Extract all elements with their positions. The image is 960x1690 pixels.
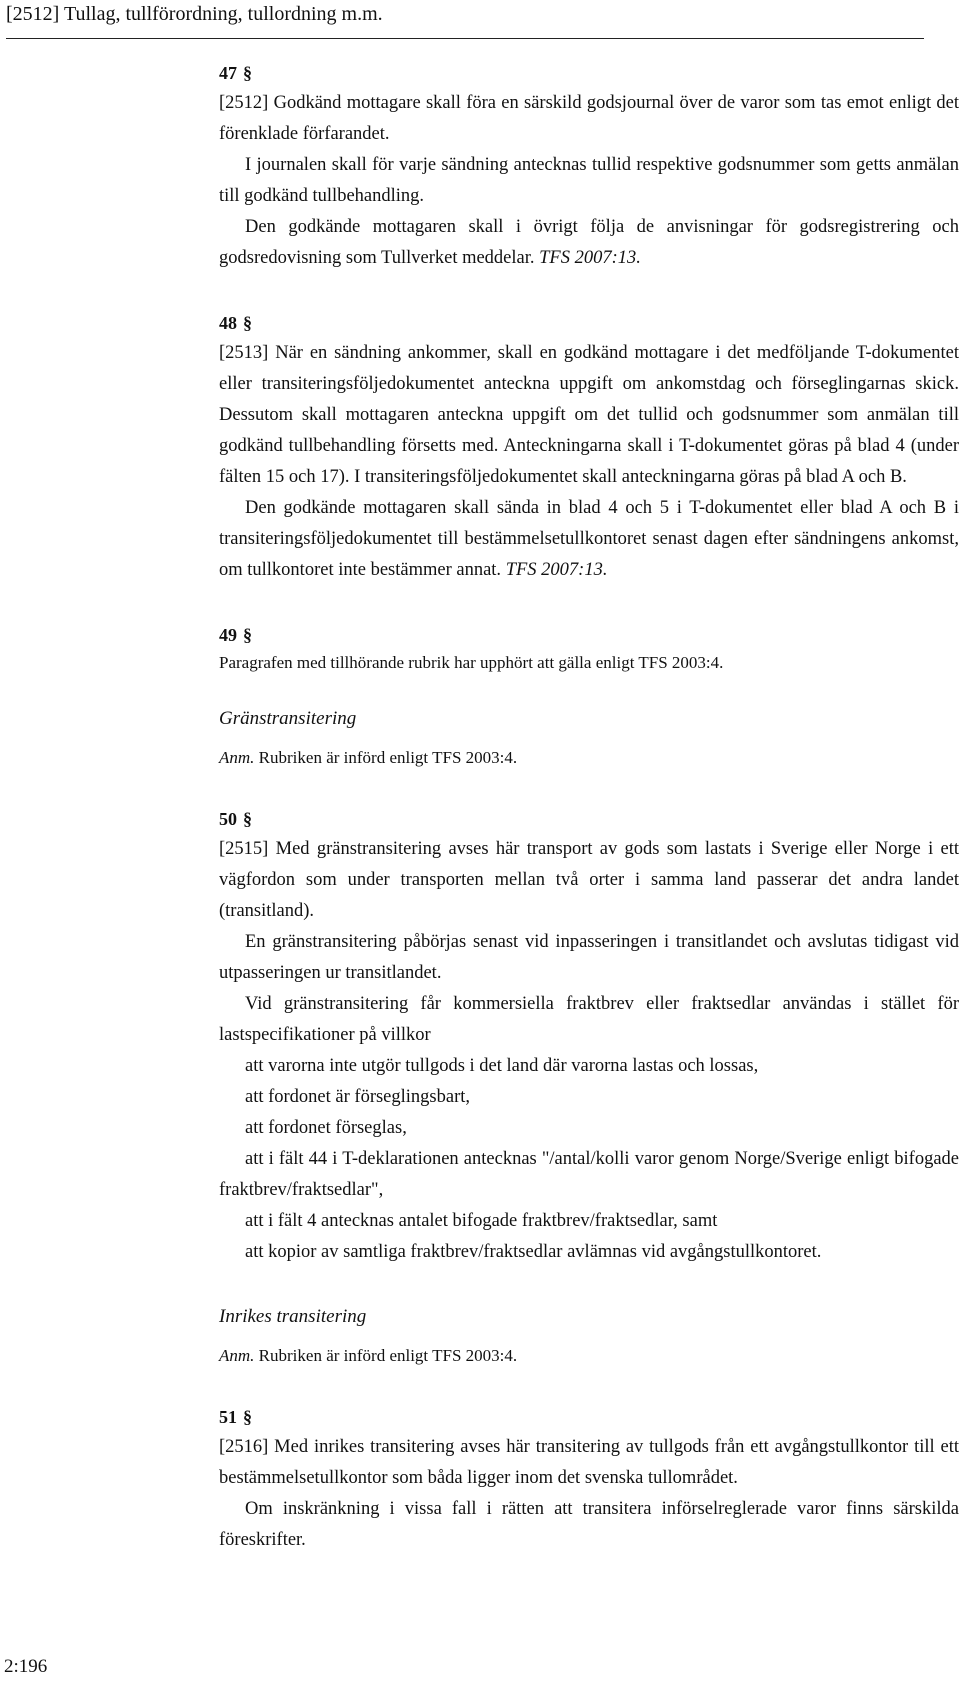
section-48 [219,310,959,586]
section-symbol: § [243,809,252,829]
section-heading [219,1404,959,1430]
paragraph-text: Den godkände mottagaren skall i övrigt följa de anvisningar för godsregistrering och godsredovisning som Tullverket meddelar. [219,217,959,268]
section-heading [219,310,959,336]
section-symbol: § [243,63,252,83]
paragraph: I journalen skall för varje sändning antecknas tullid respektive godsnummer som getts anmälan till godkänd tullbehandling. [219,155,959,206]
anm-text: Rubriken är införd enligt TFS 2003:4. [258,1346,518,1365]
condition-item: att i fält 4 antecknas antalet bifogade fraktbrev/fraktsedlar, samt [245,1211,718,1231]
section-heading [219,60,959,86]
tfs-reference: TFS 2007:13. [539,248,641,268]
paragraph [219,493,959,586]
paragraph: Vid gränstransitering får kommersiella fraktbrev eller fraktsedlar användas i stället för lastspecifikationer på villkor [219,994,959,1045]
section-symbol: § [243,625,252,645]
paragraph: [2515] Med gränstransitering avses här transport av gods som lastats i Sverige eller Norge i ett vägfordon som under transporten mellan två orter i samma land passerar det andra landet (transitland). [219,839,959,921]
paragraph-text: Den godkände mottagaren skall sända in blad 4 och 5 i T-dokumentet eller blad A och B i transiteringsföljedokumentet till bestämmelsetullkontoret senast dagen efter sändningens ankomst, om tullkontoret inte bestämmer annat. [219,498,959,580]
section-number: 51 [219,1407,237,1427]
tfs-reference: TFS 2007:13. [505,560,608,580]
section-number: 47 [219,63,237,83]
rubric-granstransitering [219,706,959,770]
condition-item: att fordonet förseglas, [245,1118,407,1138]
section-49 [219,622,959,676]
paragraph: En gränstransitering påbörjas senast vid inpasseringen i transitlandet och avslutas tidigast vid utpasseringen ur transitlandet. [219,932,959,983]
condition-item: att i fält 44 i T-deklarationen antecknas "/antal/kolli varor genom Norge/Sverige enligt bifogade fraktbrev/fraktsedlar", [219,1149,959,1200]
section-51 [219,1404,959,1556]
annotation [219,1344,959,1368]
paragraph: Paragrafen med tillhörande rubrik har upphört att gälla enligt TFS 2003:4. [219,653,724,672]
condition-item: att kopior av samtliga fraktbrev/fraktsedlar avlämnas vid avgångstullkontoret. [245,1242,822,1262]
paragraph: Om inskränkning i vissa fall i rätten att transitera införselreglerade varor finns särskilda föreskrifter. [219,1499,959,1550]
annotation [219,746,959,770]
section-50 [219,806,959,1268]
section-symbol: § [243,313,252,333]
section-heading [219,622,959,648]
section-47 [219,60,959,274]
section-number: 50 [219,809,237,829]
section-number: 48 [219,313,237,333]
document-body [219,60,959,1556]
paragraph: [2516] Med inrikes transitering avses här transitering av tullgods från ett avgångstullkontor till ett bestämmelsetullkontor som båda ligger inom det svenska tullområdet. [219,1437,959,1488]
section-heading [219,806,959,832]
rubric-inrikes-transitering [219,1304,959,1368]
section-symbol: § [243,1407,252,1427]
running-header: [2512] Tullag, tullförordning, tullordning m.m. [6,2,924,39]
paragraph [219,212,959,274]
condition-item: att varorna inte utgör tullgods i det land där varorna lastas och lossas, [245,1056,759,1076]
paragraph: [2513] När en sändning ankommer, skall en godkänd mottagare i det medföljande T-dokumentet eller transiteringsföljedokumentet anteckna uppgift om ankomstdag och förseglingarnas skick. Dessutom skall mottagaren anteckna uppgift om det tullid och godsnummer som anmälan till godkänd tullbehandling försetts med. Anteckningarna skall i T-dokumentet göras på blad 4 (under fälten 15 och 17). I transiteringsföljedokumentet skall anteckningarna göras på blad A och B. [219,343,959,487]
anm-label: Anm. [219,748,255,767]
condition-item: att fordonet är förseglingsbart, [245,1087,471,1107]
rubric-title: Inrikes transitering [219,1306,367,1327]
paragraph: [2512] Godkänd mottagare skall föra en särskild godsjournal över de varor som tas emot enligt det förenklade förfarandet. [219,93,959,144]
page-number: 2:196 [4,1656,48,1677]
rubric-title: Gränstransitering [219,708,357,729]
section-number: 49 [219,625,237,645]
anm-text: Rubriken är införd enligt TFS 2003:4. [258,748,518,767]
anm-label: Anm. [219,1346,255,1365]
